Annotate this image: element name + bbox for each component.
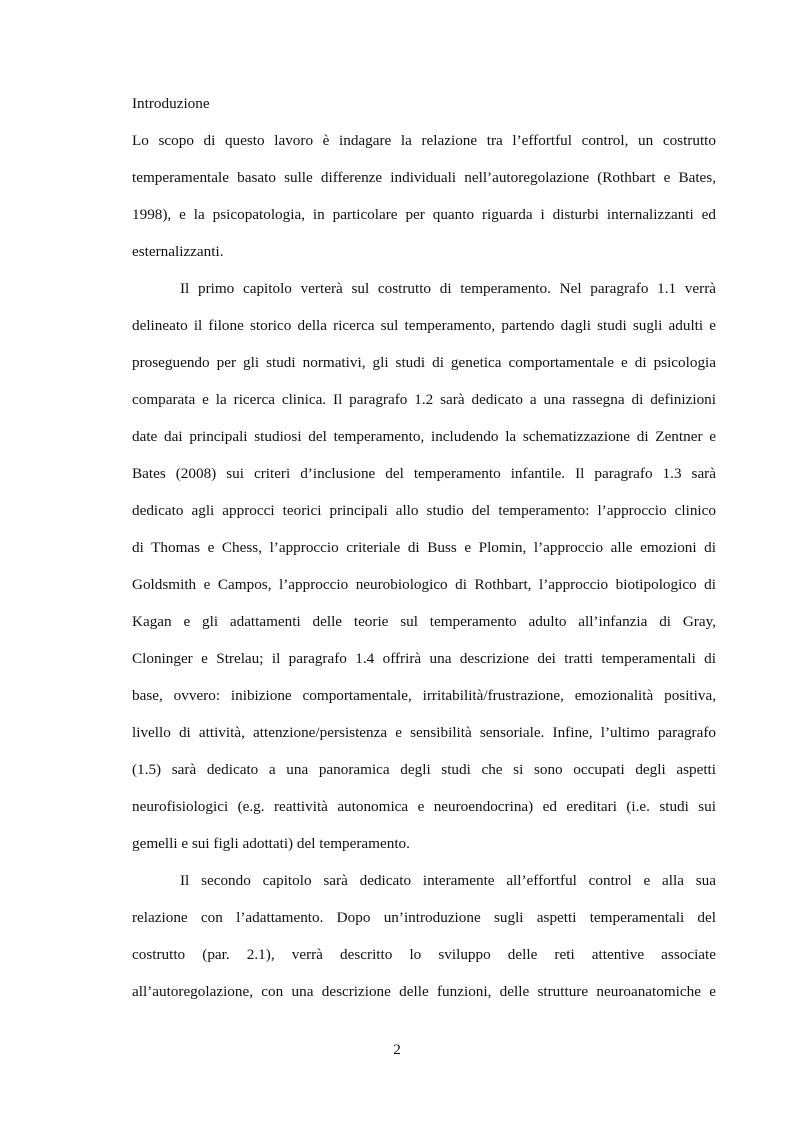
section-heading: Introduzione (132, 95, 210, 112)
text-line-12: di Thomas e Chess, l’approccio criteriale di Buss e Plomin, l’approccio alle emozioni di (132, 539, 716, 556)
text-line-16: base, ovvero: inibizione comportamentale, irritabilità/frustrazione, emozionalità positiva, (132, 687, 716, 704)
text-line-18: (1.5) sarà dedicato a una panoramica degli studi che si sono occupati degli aspetti (132, 761, 716, 778)
text-line-5: Il primo capitolo verterà sul costrutto di temperamento. Nel paragrafo 1.1 verrà (180, 280, 716, 297)
text-line-19: neurofisiologici (e.g. reattività autonomica e neuroendocrina) ed ereditari (i.e. studi sui (132, 798, 716, 815)
text-line-17: livello di attività, attenzione/persistenza e sensibilità sensoriale. Infine, l’ultimo paragrafo (132, 724, 716, 741)
text-line-24: all’autoregolazione, con una descrizione delle funzioni, delle strutture neuroanatomiche e (132, 983, 716, 1000)
text-line-8: comparata e la ricerca clinica. Il paragrafo 1.2 sarà dedicato a una rassegna di definizioni (132, 391, 716, 408)
text-line-15: Cloninger e Strelau; il paragrafo 1.4 offrirà una descrizione dei tratti temperamentali di (132, 650, 716, 667)
text-line-21: Il secondo capitolo sarà dedicato interamente all’effortful control e alla sua (180, 872, 716, 889)
text-line-11: dedicato agli approcci teorici principali allo studio del temperamento: l’approccio clinico (132, 502, 716, 519)
page-number: 2 (393, 1041, 401, 1058)
text-line-7: proseguendo per gli studi normativi, gli studi di genetica comportamentale e di psicologia (132, 354, 716, 371)
text-line-3: 1998), e la psicopatologia, in particolare per quanto riguarda i disturbi internalizzanti ed (132, 206, 716, 223)
text-line-6: delineato il filone storico della ricerca sul temperamento, partendo dagli studi sugli adulti e (132, 317, 716, 334)
text-line-14: Kagan e gli adattamenti delle teorie sul temperamento adulto all’infanzia di Gray, (132, 613, 716, 630)
text-line-13: Goldsmith e Campos, l’approccio neurobiologico di Rothbart, l’approccio biotipologico di (132, 576, 716, 593)
text-line-23: costrutto (par. 2.1), verrà descritto lo sviluppo delle reti attentive associate (132, 946, 716, 963)
text-line-20: gemelli e sui figli adottati) del temperamento. (132, 835, 410, 852)
text-line-4: esternalizzanti. (132, 243, 224, 260)
text-line-1: Lo scopo di questo lavoro è indagare la relazione tra l’effortful control, un costrutto (132, 132, 716, 149)
text-line-10: Bates (2008) sui criteri d’inclusione del temperamento infantile. Il paragrafo 1.3 sarà (132, 465, 716, 482)
text-line-2: temperamentale basato sulle differenze individuali nell’autoregolazione (Rothbart e Bates, (132, 169, 716, 186)
text-line-22: relazione con l’adattamento. Dopo un’introduzione sugli aspetti temperamentali del (132, 909, 716, 926)
text-line-9: date dai principali studiosi del temperamento, includendo la schematizzazione di Zentner e (132, 428, 716, 445)
